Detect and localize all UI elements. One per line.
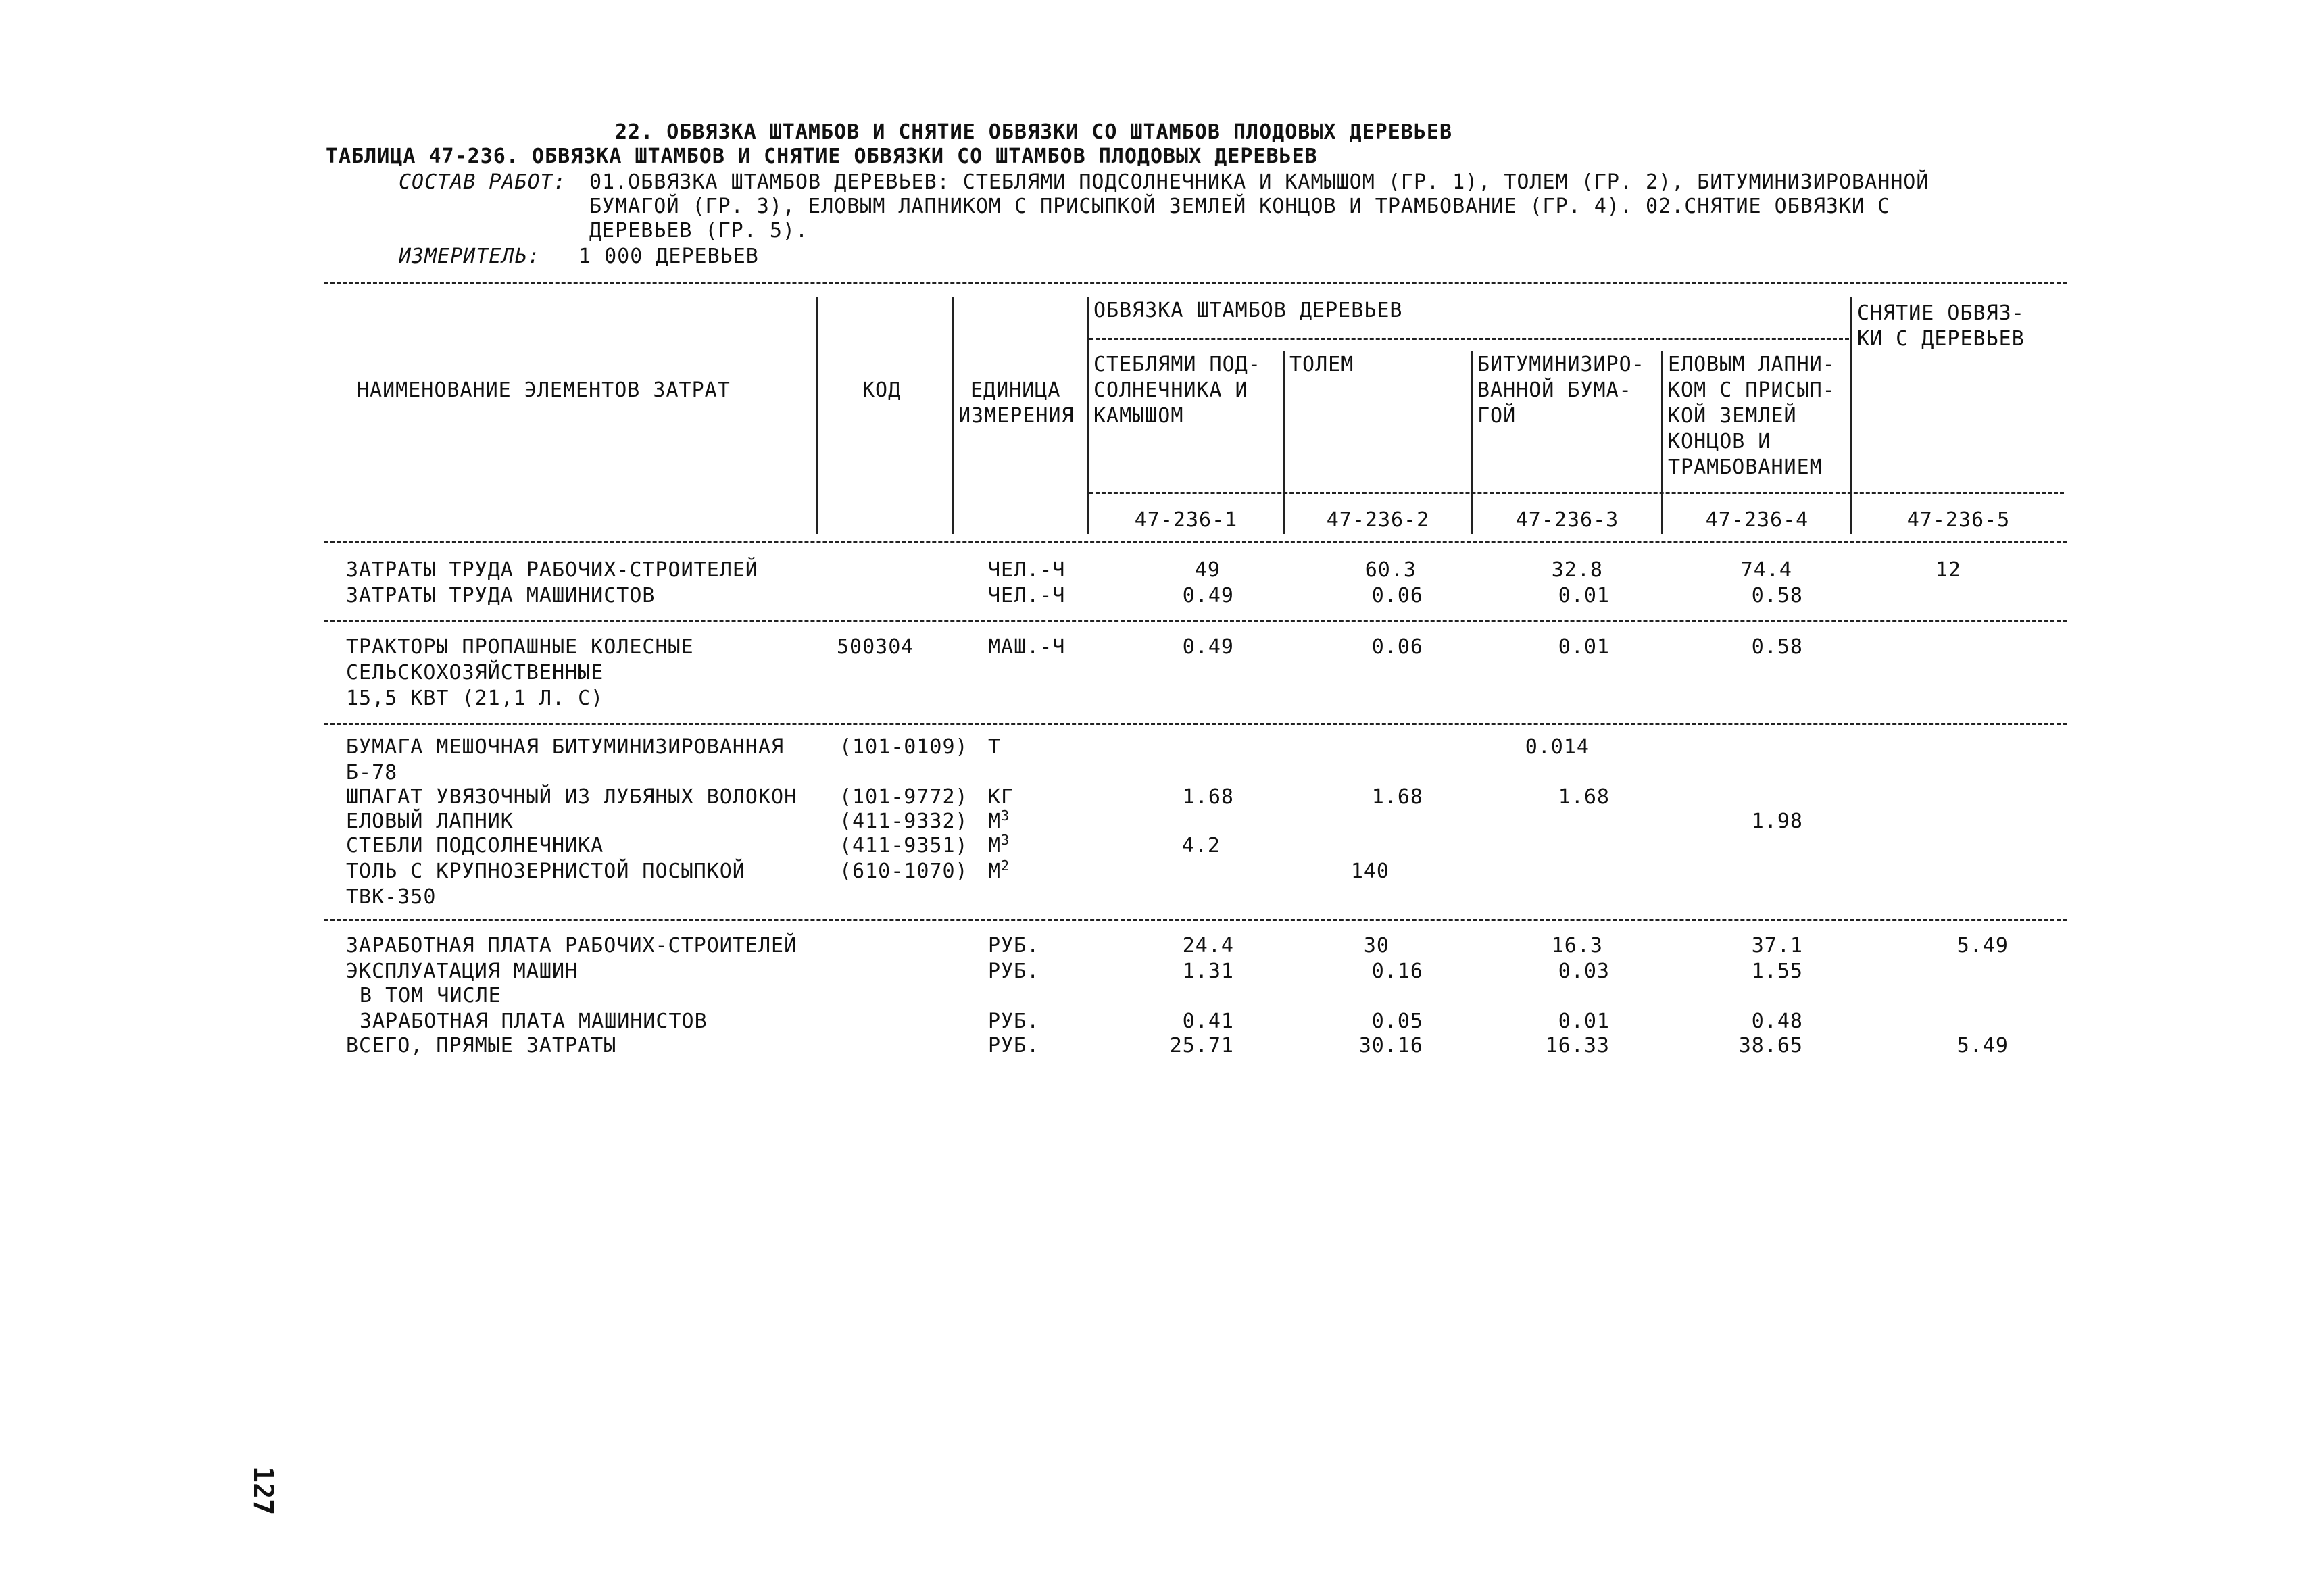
- header-unit-2: ИЗМЕРЕНИЯ: [958, 404, 1075, 428]
- value-col-4: 37.1: [1751, 934, 1803, 957]
- column-code-5: 47-236-5: [1906, 508, 2011, 532]
- work-line-1: 01.ОБВЯЗКА ШТАМБОВ ДЕРЕВЬЕВ: СТЕБЛЯМИ ПОДСОЛНЕЧНИКА И КАМЫШОМ (ГР. 1), ТОЛЕМ (ГР. 2), БИТУМИНИЗИРОВАННОЙ: [589, 170, 1929, 194]
- row-unit: [988, 859, 1010, 884]
- header-bottom-rule: [324, 541, 2067, 543]
- value-col-3: 0.03: [1558, 959, 1610, 983]
- unit-text: М: [988, 834, 1002, 857]
- col-divider-c1: [1087, 297, 1089, 534]
- table-title: ТАБЛИЦА 47-236. ОБВЯЗКА ШТАМБОВ И СНЯТИЕ ОБВЯЗКИ СО ШТАМБОВ ПЛОДОВЫХ ДЕРЕВЬЕВ: [326, 145, 1318, 168]
- value-col-1: 25.71: [1169, 1034, 1234, 1057]
- value-col-2: 60.3: [1364, 558, 1417, 582]
- meter-label: ИЗМЕРИТЕЛЬ:: [399, 245, 541, 268]
- row-name: ЗАРАБОТНАЯ ПЛАТА РАБОЧИХ-СТРОИТЕЛЕЙ: [346, 934, 797, 957]
- row-unit: Т: [988, 735, 1002, 759]
- row-code: (101-0109): [839, 735, 968, 759]
- unit-exponent: 2: [1001, 857, 1010, 874]
- row-unit: МАШ.-Ч: [988, 635, 1066, 659]
- header-group-removal-2: КИ С ДЕРЕВЬЕВ: [1857, 327, 2025, 351]
- value-col-1: 4.2: [1181, 834, 1221, 857]
- value-col-4: 0.58: [1751, 584, 1803, 607]
- row-name: ЕЛОВЫЙ ЛАПНИК: [346, 809, 514, 833]
- col-divider-c5: [1850, 297, 1852, 534]
- row-name: БУМАГА МЕШОЧНАЯ БИТУМИНИЗИРОВАННАЯ: [346, 735, 785, 759]
- value-col-3: 16.33: [1545, 1034, 1610, 1057]
- row-code: (411-9332): [839, 809, 968, 833]
- value-col-2: 1.68: [1371, 785, 1423, 809]
- header-c4-line5: ТРАМБОВАНИЕМ: [1668, 455, 1823, 479]
- header-c1-line1: СТЕБЛЯМИ ПОД-: [1093, 353, 1261, 376]
- column-code-1: 47-236-1: [1134, 508, 1238, 532]
- column-code-4: 47-236-4: [1705, 508, 1809, 532]
- unit-exponent: 3: [1001, 832, 1010, 848]
- header-group-removal-1: СНЯТИЕ ОБВЯЗ-: [1857, 301, 2025, 325]
- header-c4-line1: ЕЛОВЫМ ЛАПНИ-: [1668, 353, 1836, 376]
- value-col-4: 1.98: [1751, 809, 1803, 833]
- meter-value: 1 000 ДЕРЕВЬЕВ: [578, 245, 759, 268]
- row-name: ЭКСПЛУАТАЦИЯ МАШИН: [346, 959, 578, 983]
- unit-text: М: [988, 859, 1002, 883]
- col-divider-unit: [952, 297, 954, 534]
- work-line-2: БУМАГОЙ (ГР. 3), ЕЛОВЫМ ЛАПНИКОМ С ПРИСЫПКОЙ ЗЕМЛЕЙ КОНЦОВ И ТРАМБОВАНИЕ (ГР. 4). 02.СНЯТИЕ ОБВЯЗКИ С: [589, 195, 1891, 218]
- value-col-3: 0.01: [1558, 1009, 1610, 1033]
- row-name: ЗАРАБОТНАЯ ПЛАТА МАШИНИСТОВ: [360, 1009, 708, 1033]
- row-code: (610-1070): [839, 859, 968, 883]
- value-col-2: 30.16: [1358, 1034, 1423, 1057]
- value-col-2: 140: [1350, 859, 1389, 883]
- value-col-1: 1.68: [1182, 785, 1234, 809]
- row-name: СТЕБЛИ ПОДСОЛНЕЧНИКА: [346, 834, 604, 857]
- value-col-4: 0.58: [1751, 635, 1803, 659]
- value-col-1: 49: [1194, 558, 1221, 582]
- row-code: (101-9772): [839, 785, 968, 809]
- value-col-1: 24.4: [1182, 934, 1234, 957]
- value-col-4: 38.65: [1738, 1034, 1803, 1057]
- header-c1-line3: КАМЫШОМ: [1093, 404, 1184, 428]
- row-unit: РУБ.: [988, 959, 1040, 983]
- value-col-2: 0.06: [1371, 635, 1423, 659]
- table-top-rule: [324, 282, 2067, 284]
- header-c4-line4: КОНЦОВ И: [1668, 430, 1771, 453]
- header-c3-line2: ВАННОЙ БУМА-: [1477, 378, 1632, 402]
- row-name: В ТОМ ЧИСЛЕ: [360, 984, 501, 1007]
- col-divider-c3: [1471, 351, 1473, 534]
- section-rule-2: [324, 723, 2067, 725]
- value-col-2: 0.05: [1371, 1009, 1423, 1033]
- row-unit: ЧЕЛ.-Ч: [988, 558, 1066, 582]
- row-name: ВСЕГО, ПРЯМЫЕ ЗАТРАТЫ: [346, 1034, 617, 1057]
- value-col-1: 1.31: [1182, 959, 1234, 983]
- value-col-3: 32.8: [1551, 558, 1603, 582]
- column-code-3: 47-236-3: [1515, 508, 1619, 532]
- value-col-4: 0.48: [1751, 1009, 1803, 1033]
- section-rule-3: [324, 919, 2067, 921]
- page-number: 127: [247, 1466, 278, 1516]
- row-code: 500304: [837, 635, 914, 659]
- value-col-3: 16.3: [1551, 934, 1603, 957]
- value-col-4: 1.55: [1751, 959, 1803, 983]
- column-code-2: 47-236-2: [1326, 508, 1430, 532]
- value-col-3: 0.01: [1558, 635, 1610, 659]
- value-col-5: 5.49: [1956, 1034, 2009, 1057]
- code-rule: [1089, 492, 2064, 494]
- unit-text: М: [988, 809, 1002, 833]
- value-col-5: 5.49: [1956, 934, 2009, 957]
- value-col-2: 30: [1363, 934, 1389, 957]
- value-col-1: 0.49: [1182, 584, 1234, 607]
- row-unit: РУБ.: [988, 934, 1040, 957]
- value-col-1: 0.49: [1182, 635, 1234, 659]
- row-name: ТРАКТОРЫ ПРОПАШНЫЕ КОЛЕСНЫЕ: [346, 635, 694, 659]
- value-col-2: 0.06: [1371, 584, 1423, 607]
- value-col-3: 0.014: [1525, 735, 1590, 759]
- row-name: ТВК-350: [346, 885, 437, 909]
- value-col-3: 1.68: [1558, 785, 1610, 809]
- col-divider-code: [816, 297, 818, 534]
- header-c4-line3: КОЙ ЗЕМЛЕЙ: [1668, 404, 1797, 428]
- value-col-1: 0.41: [1182, 1009, 1234, 1033]
- row-name: ЗАТРАТЫ ТРУДА РАБОЧИХ-СТРОИТЕЛЕЙ: [346, 558, 758, 582]
- unit-exponent: 3: [1001, 807, 1010, 824]
- row-name: СЕЛЬСКОХОЗЯЙСТВЕННЫЕ: [346, 661, 604, 684]
- row-name: Б-78: [346, 761, 398, 784]
- header-code: КОД: [862, 378, 902, 402]
- work-line-3: ДЕРЕВЬЕВ (ГР. 5).: [589, 219, 809, 243]
- row-unit: [988, 809, 1010, 834]
- header-c4-line2: КОМ С ПРИСЫП-: [1668, 378, 1836, 402]
- header-c2-line1: ТОЛЕМ: [1289, 353, 1354, 376]
- header-c3-line1: БИТУМИНИЗИРО-: [1477, 353, 1645, 376]
- row-name: ЗАТРАТЫ ТРУДА МАШИНИСТОВ: [346, 584, 656, 607]
- row-name: 15,5 КВТ (21,1 Л. С): [346, 687, 604, 710]
- row-code: (411-9351): [839, 834, 968, 857]
- work-label: СОСТАВ РАБОТ:: [399, 170, 566, 194]
- row-name: ШПАГАТ УВЯЗОЧНЫЙ ИЗ ЛУБЯНЫХ ВОЛОКОН: [346, 785, 797, 809]
- value-col-4: 74.4: [1740, 558, 1792, 582]
- section-title: 22. ОБВЯЗКА ШТАМБОВ И СНЯТИЕ ОБВЯЗКИ СО ШТАМБОВ ПЛОДОВЫХ ДЕРЕВЬЕВ: [615, 120, 1452, 144]
- col-divider-c4: [1661, 351, 1663, 534]
- section-rule-1: [324, 620, 2067, 622]
- header-name: НАИМЕНОВАНИЕ ЭЛЕМЕНТОВ ЗАТРАТ: [357, 378, 731, 402]
- header-c3-line3: ГОЙ: [1477, 404, 1517, 428]
- row-unit: ЧЕЛ.-Ч: [988, 584, 1066, 607]
- row-unit: РУБ.: [988, 1034, 1040, 1057]
- header-unit-1: ЕДИНИЦА: [970, 378, 1061, 402]
- header-c1-line2: СОЛНЕЧНИКА И: [1093, 378, 1248, 402]
- value-col-5: 12: [1935, 558, 1961, 582]
- col-divider-c2: [1283, 351, 1285, 534]
- row-name: ТОЛЬ С КРУПНОЗЕРНИСТОЙ ПОСЫПКОЙ: [346, 859, 745, 883]
- value-col-3: 0.01: [1558, 584, 1610, 607]
- row-unit: КГ: [988, 785, 1014, 809]
- header-group-tying: ОБВЯЗКА ШТАМБОВ ДЕРЕВЬЕВ: [1093, 299, 1403, 322]
- value-col-2: 0.16: [1371, 959, 1423, 983]
- row-unit: РУБ.: [988, 1009, 1040, 1033]
- row-unit: [988, 834, 1010, 858]
- group-rule: [1089, 338, 1849, 340]
